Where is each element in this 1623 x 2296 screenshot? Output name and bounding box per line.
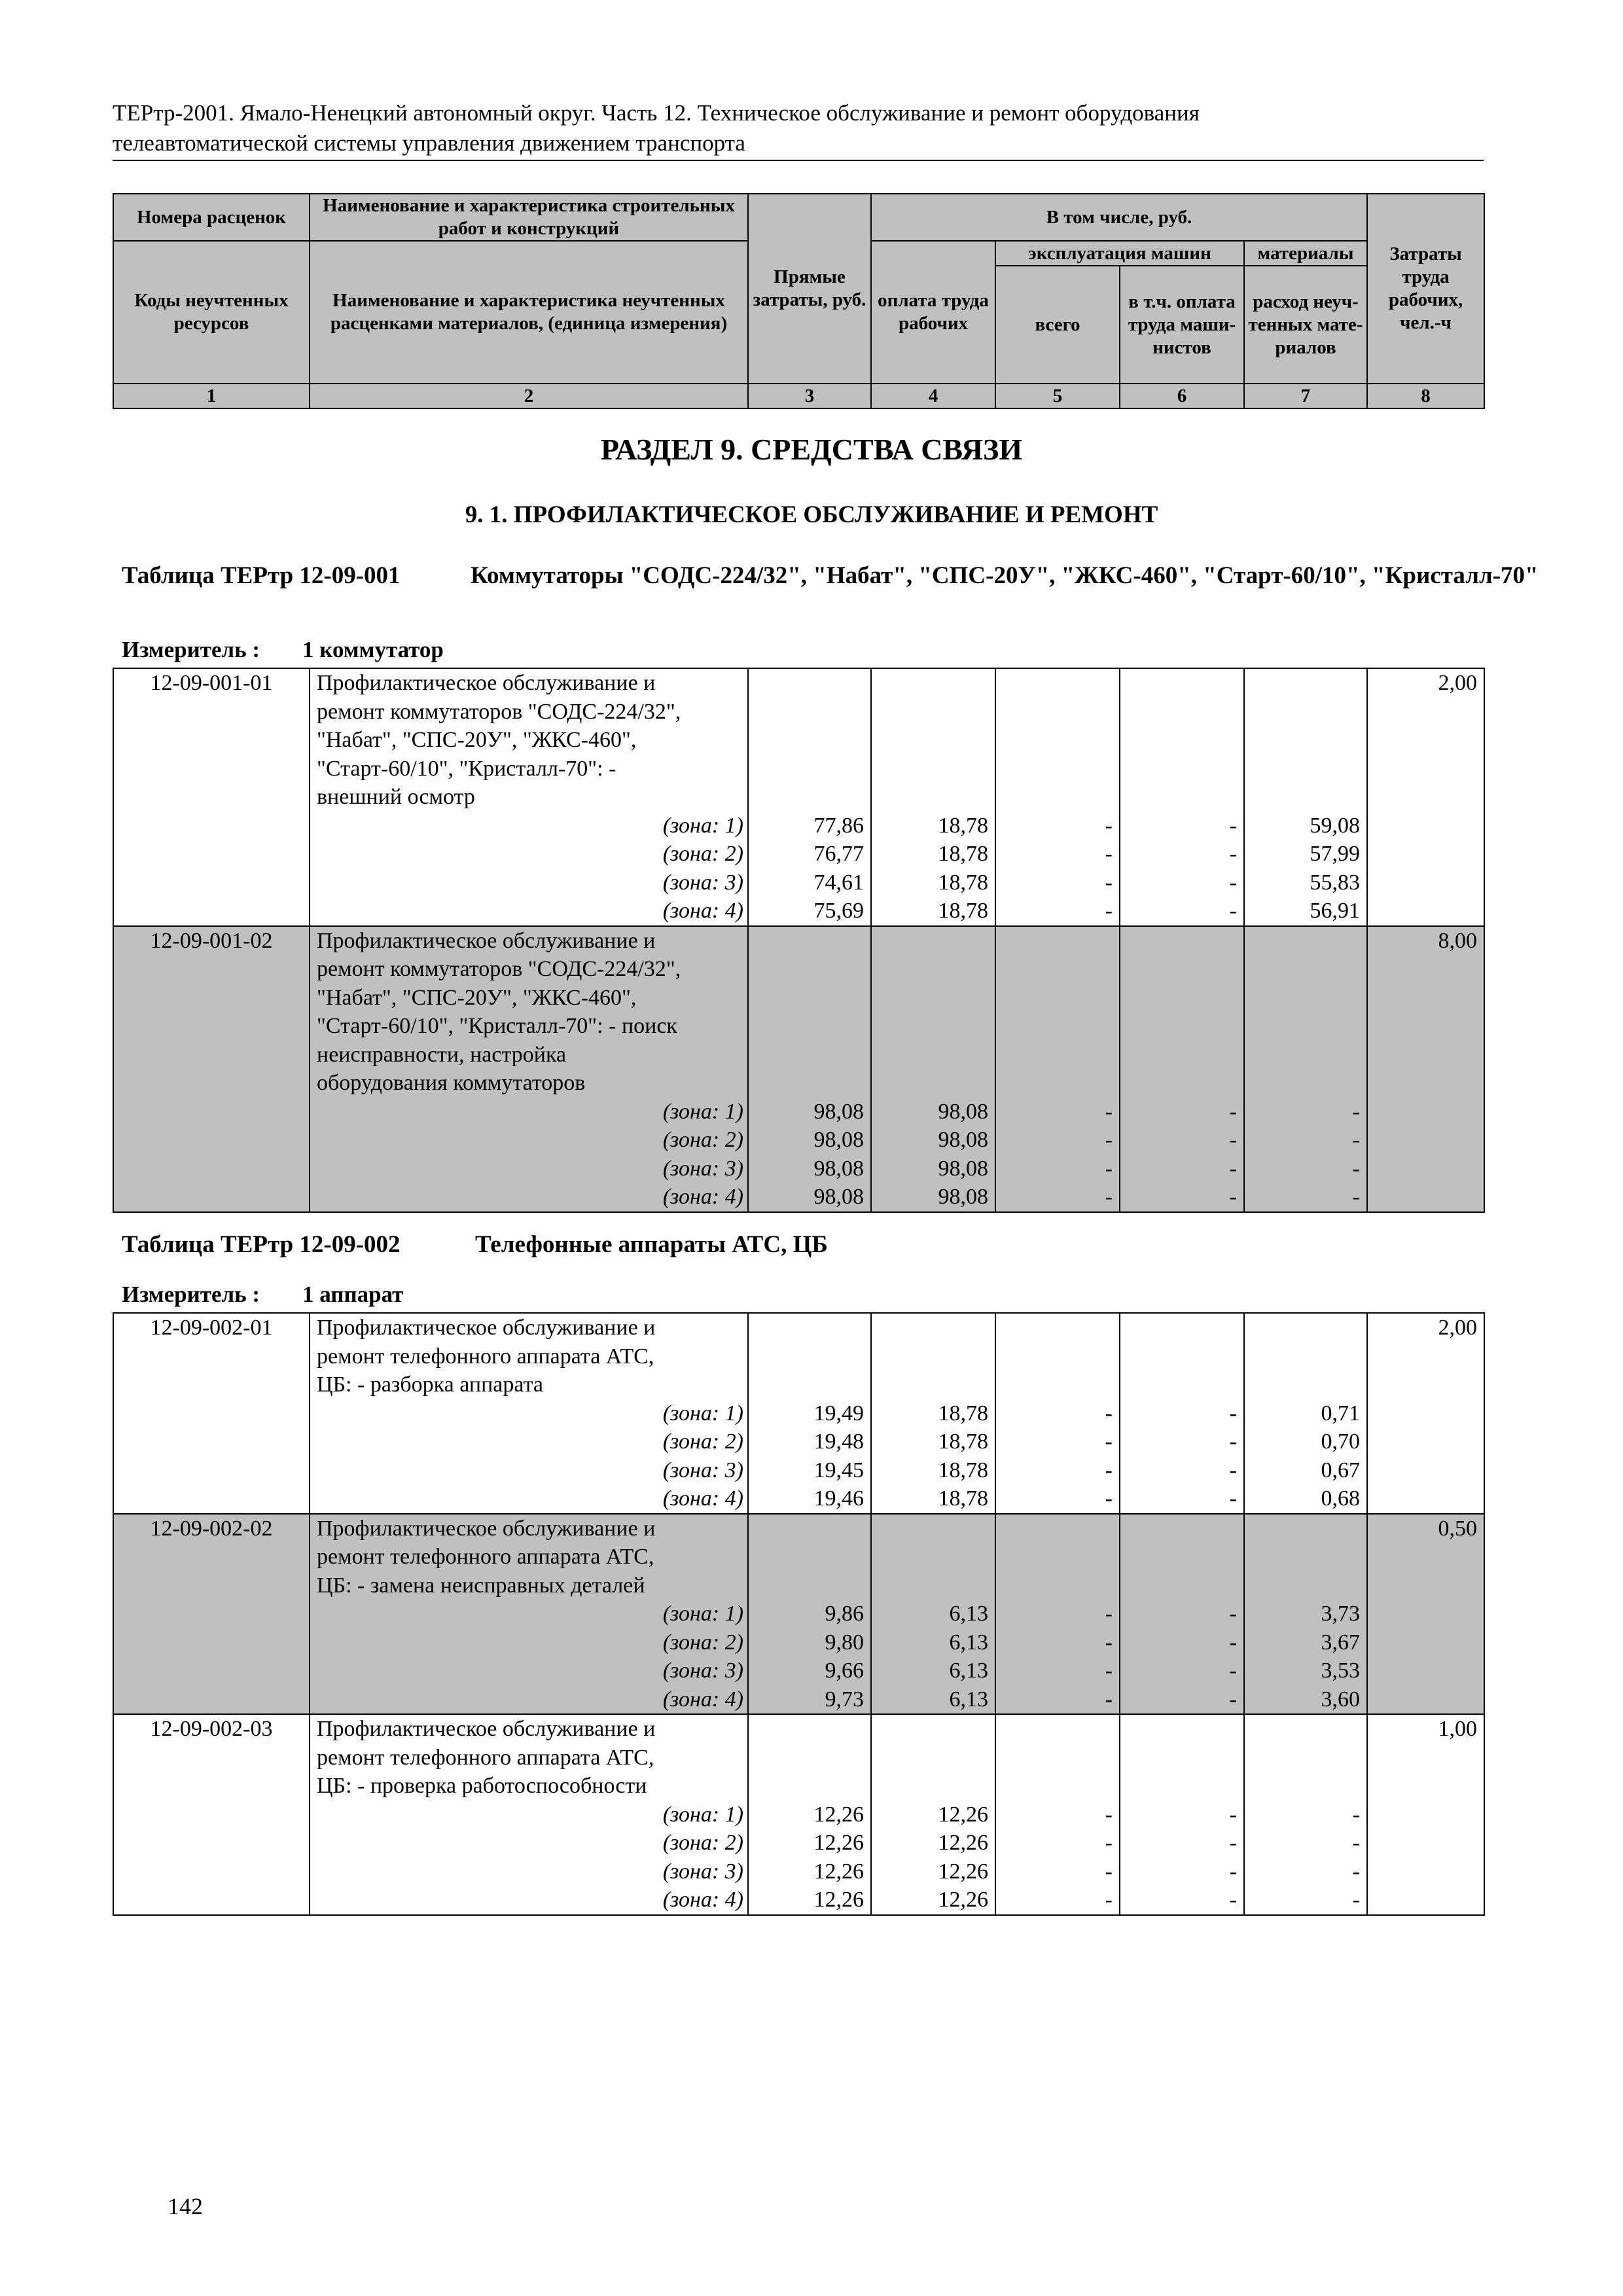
direct-cost-value: 77,86 [813, 813, 864, 838]
materials-cost-value: - [1352, 1888, 1360, 1912]
direct-cost [748, 1714, 871, 1915]
measure-label: Измеритель : [122, 1282, 260, 1307]
labor-pay-value: 12,26 [938, 1888, 988, 1912]
header-unaccounted-materials: расход неуч-тенных мате-риалов [1244, 266, 1367, 384]
labor-cost [1367, 668, 1484, 926]
labor-cost [1367, 1714, 1484, 1915]
rate-name-line: ЦБ: - разборка аппарата [317, 1372, 543, 1397]
materials-cost-value: 3,53 [1321, 1659, 1360, 1683]
machine-total-value: - [1105, 1099, 1113, 1124]
direct-cost-value: 9,73 [825, 1687, 864, 1712]
machine-total-value: - [1105, 1128, 1113, 1152]
zone-label: (зона: 4) [662, 1687, 743, 1712]
col-number-5: 5 [995, 384, 1120, 408]
measure-unit: 1 аппарат [302, 1282, 404, 1307]
machine-total [995, 1714, 1120, 1915]
direct-cost [748, 1313, 871, 1514]
direct-cost-value: 98,08 [813, 1128, 864, 1152]
direct-cost-value: 19,45 [813, 1458, 864, 1482]
machine-total-value: - [1105, 1630, 1113, 1655]
machinist-pay [1120, 1313, 1244, 1514]
rates-table-2 [113, 1312, 1485, 1916]
materials-cost-value: 3,60 [1321, 1687, 1360, 1712]
materials-cost-value: - [1352, 1802, 1360, 1827]
direct-cost-value: 98,08 [813, 1185, 864, 1209]
machinist-pay-value: - [1229, 1602, 1237, 1626]
machine-total-value: - [1105, 1831, 1113, 1855]
zone-label: (зона: 1) [662, 1802, 743, 1827]
labor-cost-value: 0,50 [1438, 1516, 1477, 1541]
direct-cost-value: 98,08 [813, 1156, 864, 1181]
rate-code [113, 1714, 310, 1915]
labor-cost [1367, 926, 1484, 1212]
col-number-8: 8 [1367, 384, 1484, 408]
machinist-pay-value: - [1229, 870, 1237, 895]
materials-cost-value: 57,99 [1310, 842, 1360, 866]
labor-pay-value: 12,26 [938, 1831, 988, 1855]
direct-cost [748, 926, 871, 1212]
rate-row [113, 668, 1484, 926]
labor-cost-value: 2,00 [1438, 671, 1477, 695]
labor-pay-value: 12,26 [938, 1859, 988, 1884]
machine-total [995, 668, 1120, 926]
table-caption: Коммутаторы "СОДС-224/32", "Набат", "СПС-20У", "ЖКС-460", "Старт-60/10", "Кристалл-70" [471, 562, 1539, 589]
rate-code-text: 12-09-002-03 [150, 1717, 273, 1741]
labor-pay [871, 1313, 995, 1514]
rate-row [113, 926, 1484, 1212]
machine-total-value: - [1105, 1888, 1113, 1912]
materials-cost [1244, 1714, 1367, 1915]
subsection-title: 9. 1. ПРОФИЛАКТИЧЕСКОЕ ОБСЛУЖИВАНИЕ И РЕМОНТ [465, 501, 1158, 528]
materials-cost-value: 3,73 [1321, 1602, 1360, 1626]
rate-name-line: ЦБ: - замена неисправных деталей [317, 1573, 645, 1598]
rate-name-line: ЦБ: - проверка работоспособности [317, 1774, 647, 1798]
header-line-2: телеавтоматической системы управления движением транспорта [113, 130, 745, 156]
col-number-7: 7 [1244, 384, 1367, 408]
rate-row [113, 1313, 1484, 1514]
rate-name-line: ремонт телефонного аппарата АТС, [317, 1344, 654, 1369]
zone-label: (зона: 1) [662, 1099, 743, 1124]
materials-cost-value: 56,91 [1310, 899, 1360, 923]
labor-cost-value: 8,00 [1438, 928, 1477, 953]
machinist-pay-value: - [1229, 1128, 1237, 1152]
rate-name-line: "Набат", "СПС-20У", "ЖКС-460", [317, 728, 637, 752]
labor-cost [1367, 1514, 1484, 1715]
labor-pay [871, 926, 995, 1212]
col-number-6: 6 [1120, 384, 1244, 408]
materials-cost-value: - [1352, 1831, 1360, 1855]
machine-total-value: - [1105, 842, 1113, 866]
direct-cost-value: 76,77 [813, 842, 864, 866]
machinist-pay-value: - [1229, 1429, 1237, 1454]
rate-code-text: 12-09-001-02 [150, 928, 273, 953]
header-direct-cost: Прямые затраты, руб. [748, 194, 871, 384]
direct-cost-value: 74,61 [813, 870, 864, 895]
machine-total-value: - [1105, 1859, 1113, 1884]
machinist-pay-value: - [1229, 1099, 1237, 1124]
rate-name-line: оборудования коммутаторов [317, 1071, 586, 1095]
header-machinist-pay: в т.ч. оплата труда маши-нистов [1120, 266, 1244, 384]
materials-cost [1244, 926, 1367, 1212]
header-materials: материалы [1244, 241, 1367, 266]
rate-code-text: 12-09-001-01 [150, 671, 273, 695]
labor-pay-value: 18,78 [938, 899, 988, 923]
col-number-4: 4 [871, 384, 995, 408]
direct-cost-value: 9,86 [825, 1602, 864, 1626]
machine-total-value: - [1105, 1429, 1113, 1454]
direct-cost [748, 1514, 871, 1715]
machine-total-value: - [1105, 1802, 1113, 1827]
header-including: В том числе, руб. [871, 194, 1367, 241]
machinist-pay-value: - [1229, 1802, 1237, 1827]
direct-cost [748, 668, 871, 926]
rate-name-line: "Старт-60/10", "Кристалл-70": - поиск [317, 1014, 677, 1038]
rate-name-line: неисправности, настройка [317, 1042, 567, 1067]
rate-code [113, 668, 310, 926]
labor-cost-value: 1,00 [1438, 1717, 1477, 1741]
zone-label: (зона: 4) [662, 1888, 743, 1912]
rate-code [113, 926, 310, 1212]
machine-total-value: - [1105, 1156, 1113, 1181]
machinist-pay [1120, 926, 1244, 1212]
labor-pay-value: 6,13 [949, 1659, 988, 1683]
labor-pay-value: 98,08 [938, 1156, 988, 1181]
rate-name-line: ремонт телефонного аппарата АТС, [317, 1545, 654, 1569]
machine-total-value: - [1105, 1602, 1113, 1626]
machinist-pay-value: - [1229, 1888, 1237, 1912]
labor-pay-value: 18,78 [938, 1458, 988, 1482]
table-label: Таблица ТЕРтр 12-09-002 [122, 1231, 401, 1258]
labor-pay-value: 18,78 [938, 813, 988, 838]
rate-name [310, 668, 748, 926]
direct-cost-value: 98,08 [813, 1099, 864, 1124]
rate-row [113, 1714, 1484, 1915]
materials-cost [1244, 1514, 1367, 1715]
labor-pay [871, 1514, 995, 1715]
machine-total-value: - [1105, 1458, 1113, 1482]
rate-name-line: Профилактическое обслуживание и [317, 671, 656, 695]
zone-label: (зона: 3) [662, 870, 743, 895]
materials-cost [1244, 668, 1367, 926]
materials-cost-value: - [1352, 1128, 1360, 1152]
machine-total-value: - [1105, 1185, 1113, 1209]
rate-name-line: Профилактическое обслуживание и [317, 1316, 656, 1340]
rate-row [113, 1514, 1484, 1715]
rate-code [113, 1514, 310, 1715]
measure-2 [122, 1282, 404, 1308]
rate-name [310, 1714, 748, 1915]
zone-label: (зона: 2) [662, 1429, 743, 1454]
machinist-pay-value: - [1229, 1486, 1237, 1511]
labor-pay-value: 98,08 [938, 1185, 988, 1209]
machine-total [995, 1514, 1120, 1715]
direct-cost-value: 12,26 [813, 1859, 864, 1884]
materials-cost [1244, 1313, 1367, 1514]
header-labor-cost: Затраты труда рабочих, чел.-ч [1367, 194, 1484, 384]
zone-label: (зона: 4) [662, 1185, 743, 1209]
zone-label: (зона: 2) [662, 842, 743, 866]
rate-code-text: 12-09-002-02 [150, 1516, 273, 1541]
labor-pay-value: 98,08 [938, 1099, 988, 1124]
labor-pay-value: 18,78 [938, 1401, 988, 1426]
rate-code-text: 12-09-002-01 [150, 1316, 273, 1340]
machinist-pay-value: - [1229, 1185, 1237, 1209]
table-label: Таблица ТЕРтр 12-09-001 [122, 562, 401, 589]
machine-total-value: - [1105, 1401, 1113, 1426]
machinist-pay-value: - [1229, 1659, 1237, 1683]
header-resource-codes: Коды неучтенных ресурсов [113, 241, 310, 384]
materials-cost-value: - [1352, 1185, 1360, 1209]
header-total: всего [995, 266, 1120, 384]
page-header [113, 98, 1484, 161]
direct-cost-value: 12,26 [813, 1802, 864, 1827]
machine-total [995, 1313, 1120, 1514]
machinist-pay-value: - [1229, 1156, 1237, 1181]
labor-cost-value: 2,00 [1438, 1316, 1477, 1340]
materials-cost-value: 59,08 [1310, 813, 1360, 838]
rate-code [113, 1313, 310, 1514]
machinist-pay-value: - [1229, 842, 1237, 866]
rates-table-1 [113, 668, 1485, 1213]
machinist-pay-value: - [1229, 1401, 1237, 1426]
materials-cost-value: 3,67 [1321, 1630, 1360, 1655]
machinist-pay [1120, 668, 1244, 926]
materials-cost-value: - [1352, 1859, 1360, 1884]
labor-pay-value: 12,26 [938, 1802, 988, 1827]
zone-label: (зона: 1) [662, 813, 743, 838]
measure-unit: 1 коммутатор [302, 637, 444, 662]
zone-label: (зона: 4) [662, 899, 743, 923]
header-work-name: Наименование и характеристика строительных работ и конструкций [310, 194, 748, 241]
zone-label: (зона: 3) [662, 1458, 743, 1482]
zone-label: (зона: 2) [662, 1831, 743, 1855]
labor-pay [871, 668, 995, 926]
rate-name-line: Профилактическое обслуживание и [317, 928, 656, 953]
header-material-name: Наименование и характеристика неучтенных расценками материалов, (единица измерения) [310, 241, 748, 384]
machine-total-value: - [1105, 1687, 1113, 1712]
labor-pay [871, 1714, 995, 1915]
header-machine-operation: эксплуатация машин [995, 241, 1244, 266]
zone-label: (зона: 3) [662, 1156, 743, 1181]
machinist-pay-value: - [1229, 1630, 1237, 1655]
machine-total-value: - [1105, 870, 1113, 895]
zone-label: (зона: 2) [662, 1128, 743, 1152]
machinist-pay-value: - [1229, 1458, 1237, 1482]
header-rate-numbers: Номера расценок [113, 194, 310, 241]
materials-cost-value: 55,83 [1310, 870, 1360, 895]
machine-total [995, 926, 1120, 1212]
materials-cost-value: 0,67 [1321, 1458, 1360, 1482]
direct-cost-value: 12,26 [813, 1831, 864, 1855]
header-labor-pay: оплата труда рабочих [871, 241, 995, 384]
machinist-pay-value: - [1229, 899, 1237, 923]
direct-cost-value: 12,26 [813, 1888, 864, 1912]
labor-pay-value: 18,78 [938, 1429, 988, 1454]
zone-label: (зона: 1) [662, 1401, 743, 1426]
machinist-pay-value: - [1229, 1687, 1237, 1712]
rate-name [310, 926, 748, 1212]
measure-1 [122, 637, 444, 663]
direct-cost-value: 9,66 [825, 1659, 864, 1683]
machinist-pay-value: - [1229, 1831, 1237, 1855]
labor-pay-value: 18,78 [938, 870, 988, 895]
machinist-pay-value: - [1229, 813, 1237, 838]
machine-total-value: - [1105, 1486, 1113, 1511]
materials-cost-value: 0,68 [1321, 1486, 1360, 1511]
machine-total-value: - [1105, 899, 1113, 923]
direct-cost-value: 75,69 [813, 899, 864, 923]
machinist-pay-value: - [1229, 1859, 1237, 1884]
rate-name [310, 1514, 748, 1715]
rate-name-line: "Набат", "СПС-20У", "ЖКС-460", [317, 985, 637, 1010]
rate-name-line: внешний осмотр [317, 785, 475, 809]
col-number-2: 2 [310, 384, 748, 408]
labor-pay-value: 18,78 [938, 1486, 988, 1511]
labor-pay-value: 6,13 [949, 1630, 988, 1655]
column-header-table [113, 193, 1485, 409]
machine-total-value: - [1105, 1659, 1113, 1683]
col-number-3: 3 [748, 384, 871, 408]
rate-name-line: Профилактическое обслуживание и [317, 1717, 656, 1741]
labor-pay-value: 18,78 [938, 842, 988, 866]
labor-pay-value: 6,13 [949, 1687, 988, 1712]
rate-name-line: ремонт коммутаторов "СОДС-224/32", [317, 957, 681, 981]
zone-label: (зона: 4) [662, 1486, 743, 1511]
col-number-1: 1 [113, 384, 310, 408]
direct-cost-value: 9,80 [825, 1630, 864, 1655]
measure-label: Измеритель : [122, 637, 260, 662]
labor-pay-value: 6,13 [949, 1602, 988, 1626]
rate-name-line: "Старт-60/10", "Кристалл-70": - [317, 756, 616, 781]
direct-cost-value: 19,46 [813, 1486, 864, 1511]
materials-cost-value: - [1352, 1099, 1360, 1124]
zone-label: (зона: 3) [662, 1659, 743, 1683]
table-caption: Телефонные аппараты АТС, ЦБ [475, 1231, 828, 1258]
machine-total-value: - [1105, 813, 1113, 838]
header-line-1: ТЕРтр-2001. Ямало-Ненецкий автономный округ. Часть 12. Техническое обслуживание и ремонт оборудования [113, 100, 1200, 126]
section-title: РАЗДЕЛ 9. СРЕДСТВА СВЯЗИ [600, 433, 1023, 466]
rate-name [310, 1313, 748, 1514]
rate-name-line: Профилактическое обслуживание и [317, 1516, 656, 1541]
machinist-pay [1120, 1514, 1244, 1715]
labor-pay-value: 98,08 [938, 1128, 988, 1152]
zone-label: (зона: 3) [662, 1859, 743, 1884]
machinist-pay [1120, 1714, 1244, 1915]
materials-cost-value: 0,70 [1321, 1429, 1360, 1454]
rate-name-line: ремонт телефонного аппарата АТС, [317, 1745, 654, 1770]
labor-cost [1367, 1313, 1484, 1514]
direct-cost-value: 19,48 [813, 1429, 864, 1454]
zone-label: (зона: 1) [662, 1602, 743, 1626]
zone-label: (зона: 2) [662, 1630, 743, 1655]
direct-cost-value: 19,49 [813, 1401, 864, 1426]
materials-cost-value: 0,71 [1321, 1401, 1360, 1426]
materials-cost-value: - [1352, 1156, 1360, 1181]
page-number: 142 [168, 2193, 203, 2219]
rate-name-line: ремонт коммутаторов "СОДС-224/32", [317, 699, 681, 724]
